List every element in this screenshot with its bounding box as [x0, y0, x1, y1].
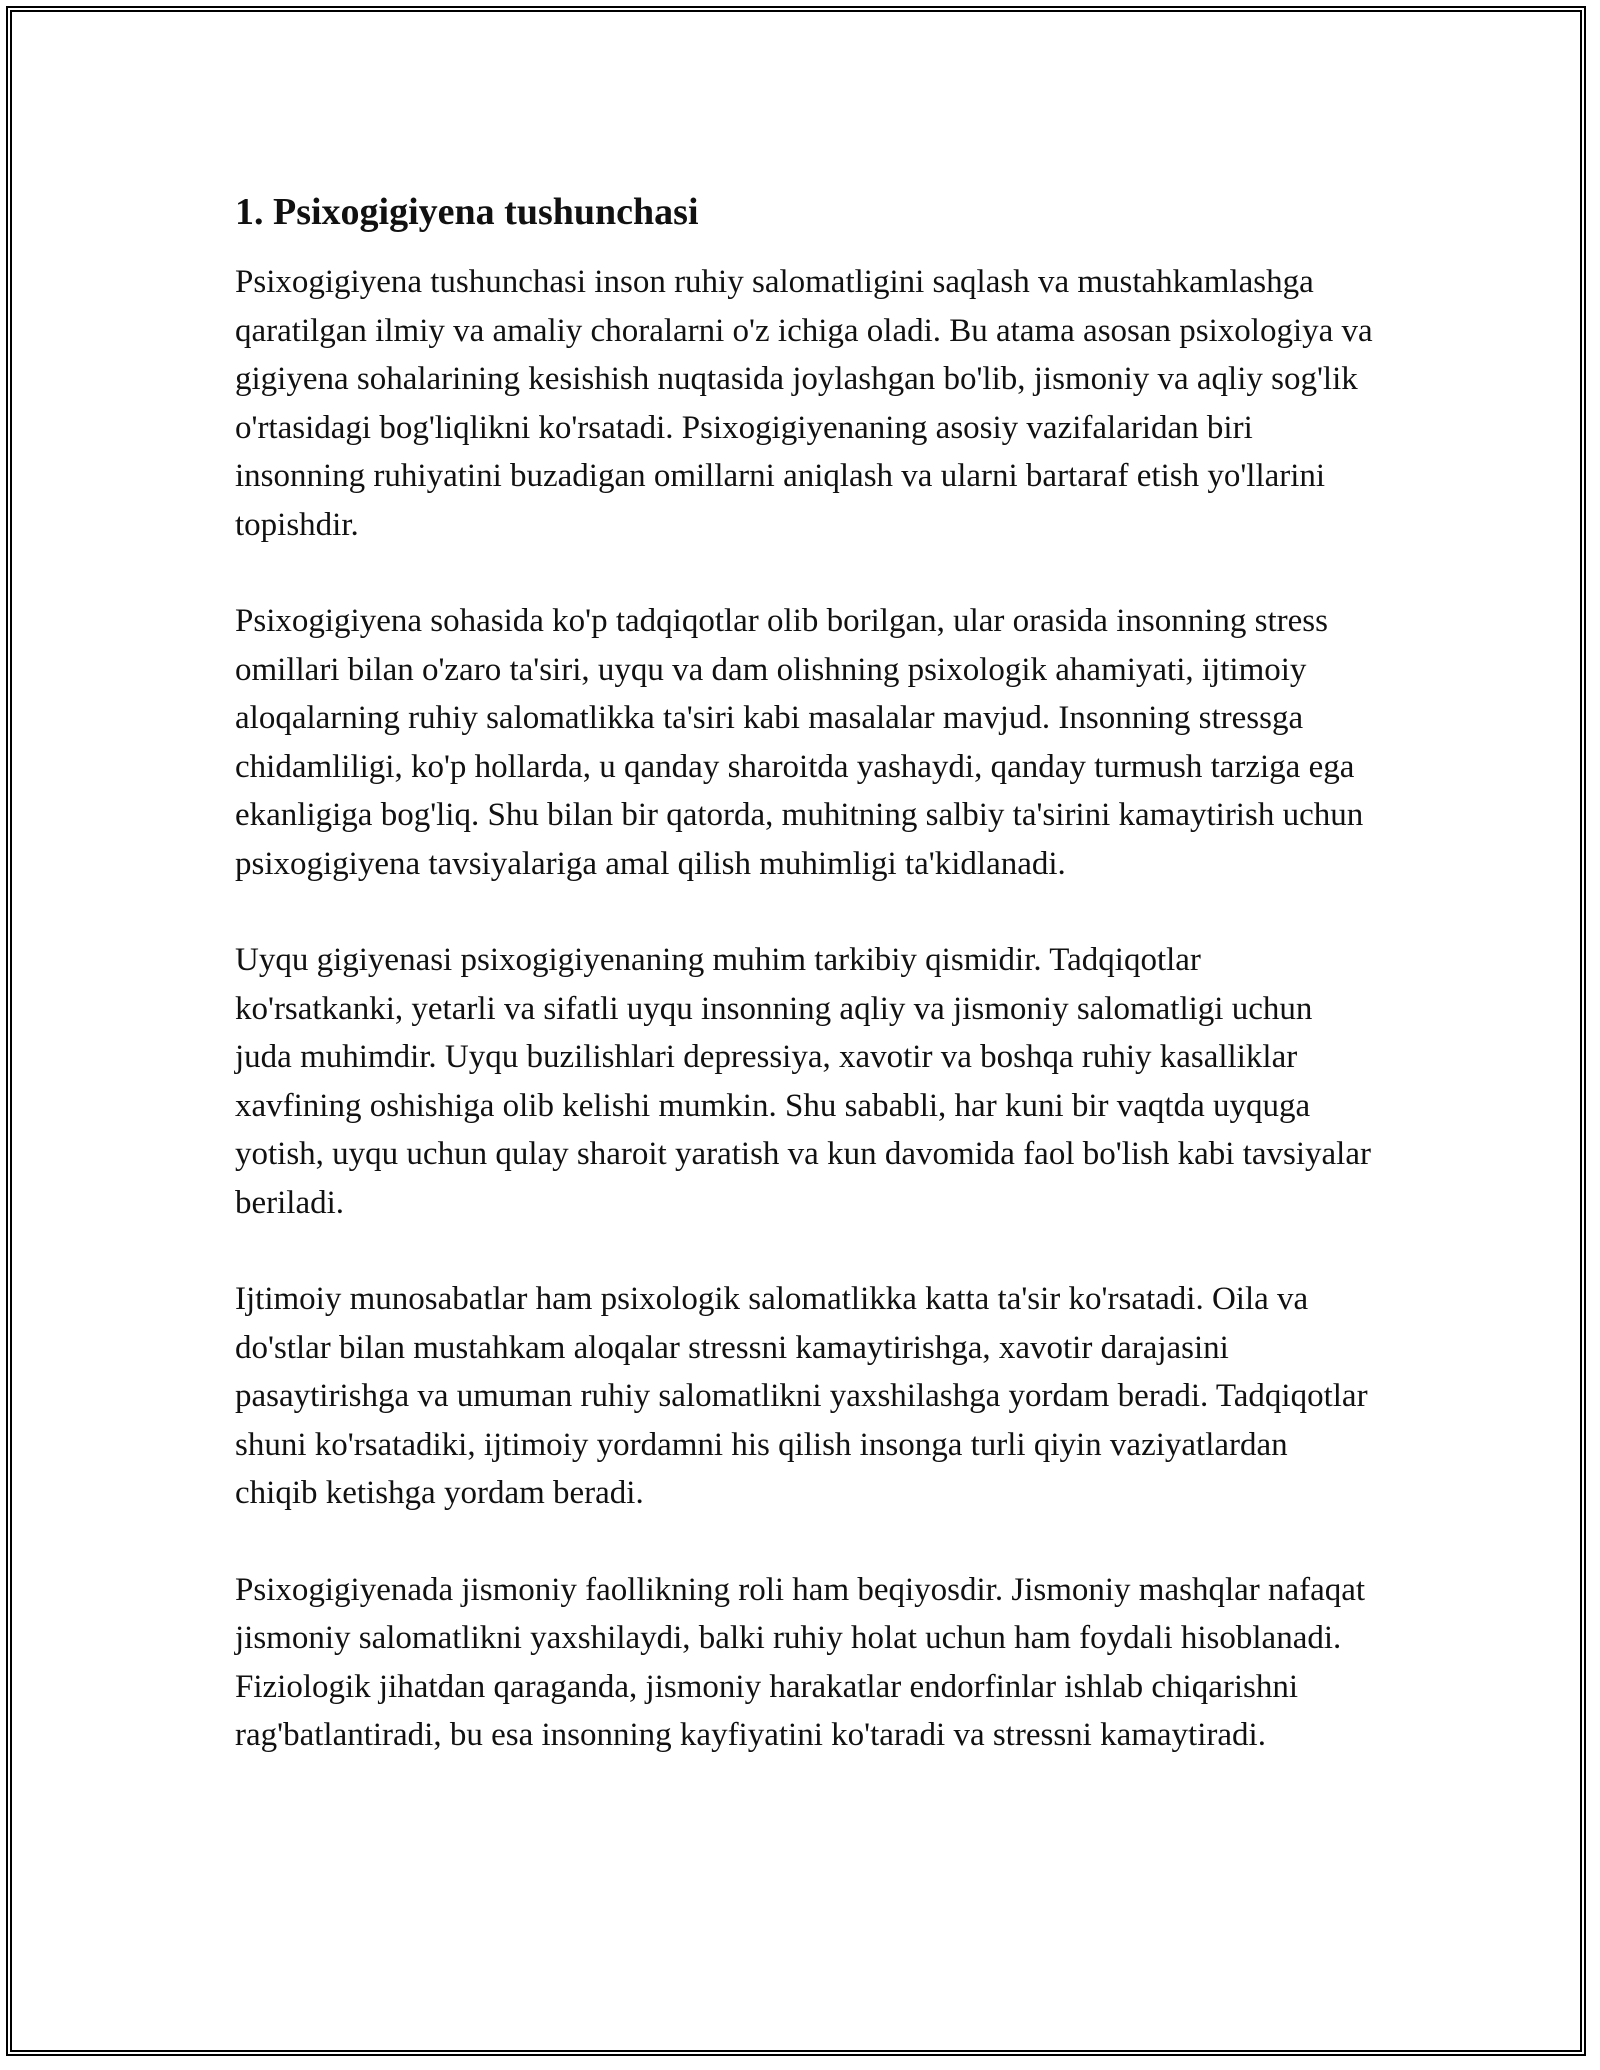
- paragraph-3: Uyqu gigiyenasi psixogigiyenaning muhim tarkibiy qismidir. Tadqiqotlar ko'rsatkanki, yetarli va sifatli uyqu insonning aqliy va jismoniy salomatligi uchun juda muhimdir. Uyqu buzilishlari depressiya, xavotir va boshqa ruhiy kasalliklar xavfining oshishiga olib kelishi mumkin. Shu sababli, har kuni bir vaqtda uyquga yotish, uyqu uchun qulay sharoit yaratish va kun davomida faol bo'lish kabi tavsiyalar beriladi.: [235, 942, 1371, 1221]
- paragraph-5: Psixogigiyenada jismoniy faollikning roli ham beqiyosdir. Jismoniy mashqlar nafaqat jismoniy salomatlikni yaxshilaydi, balki ruhiy holat uchun ham foydali hisoblanadi. Fiziologik jihatdan qaraganda, jismoniy harakatlar endorfinlar ishlab chiqarishni rag'batlantiradi, bu esa insonning kayfiyatini ko'taradi va stressni kamaytiradi.: [235, 1571, 1366, 1753]
- section-heading: 1. Psixogigiyena tushunchasi: [235, 191, 699, 233]
- paragraph-4: Ijtimoiy munosabatlar ham psixologik salomatlikka katta ta'sir ko'rsatadi. Oila va do'stlar bilan mustahkam aloqalar stressni kamaytirishga, xavotir darajasini pasaytirishga va umuman ruhiy salomatlikni yaxshilashga yordam beradi. Tadqiqotlar shuni ko'rsatadiki, ijtimoiy yordamni his qilish insonga turli qiyin vaziyatlardan chiqib ketishga yordam beradi.: [235, 1281, 1368, 1511]
- document-body: [235, 188, 1375, 1808]
- paragraph-1: Psixogigiyena tushunchasi inson ruhiy salomatligini saqlash va mustahkamlashga qaratilgan ilmiy va amaliy choralarni o'z ichiga oladi. Bu atama asosan psixologiya va gigiyena sohalarining kesishish nuqtasida joylashgan bo'lib, jismoniy va aqliy sog'lik o'rtasidagi bog'liqlikni ko'rsatadi. Psixogigiyenaning asosiy vazifalaridan biri insonning ruhiyatini buzadigan omillarni aniqlash va ularni bartaraf etish yo'llarini topishdir.: [235, 264, 1373, 543]
- paragraph-2: Psixogigiyena sohasida ko'p tadqiqotlar olib borilgan, ular orasida insonning stress omillari bilan o'zaro ta'siri, uyqu va dam olishning psixologik ahamiyati, ijtimoiy aloqalarning ruhiy salomatlikka ta'siri kabi masalalar mavjud. Insonning stressga chidamliligi, ko'p hollarda, u qanday sharoitda yashaydi, qanday turmush tarziga ega ekanligiga bog'liq. Shu bilan bir qatorda, muhitning salbiy ta'sirini kamaytirish uchun psixogigiyena tavsiyalariga amal qilish muhimligi ta'kidlanadi.: [235, 603, 1364, 882]
